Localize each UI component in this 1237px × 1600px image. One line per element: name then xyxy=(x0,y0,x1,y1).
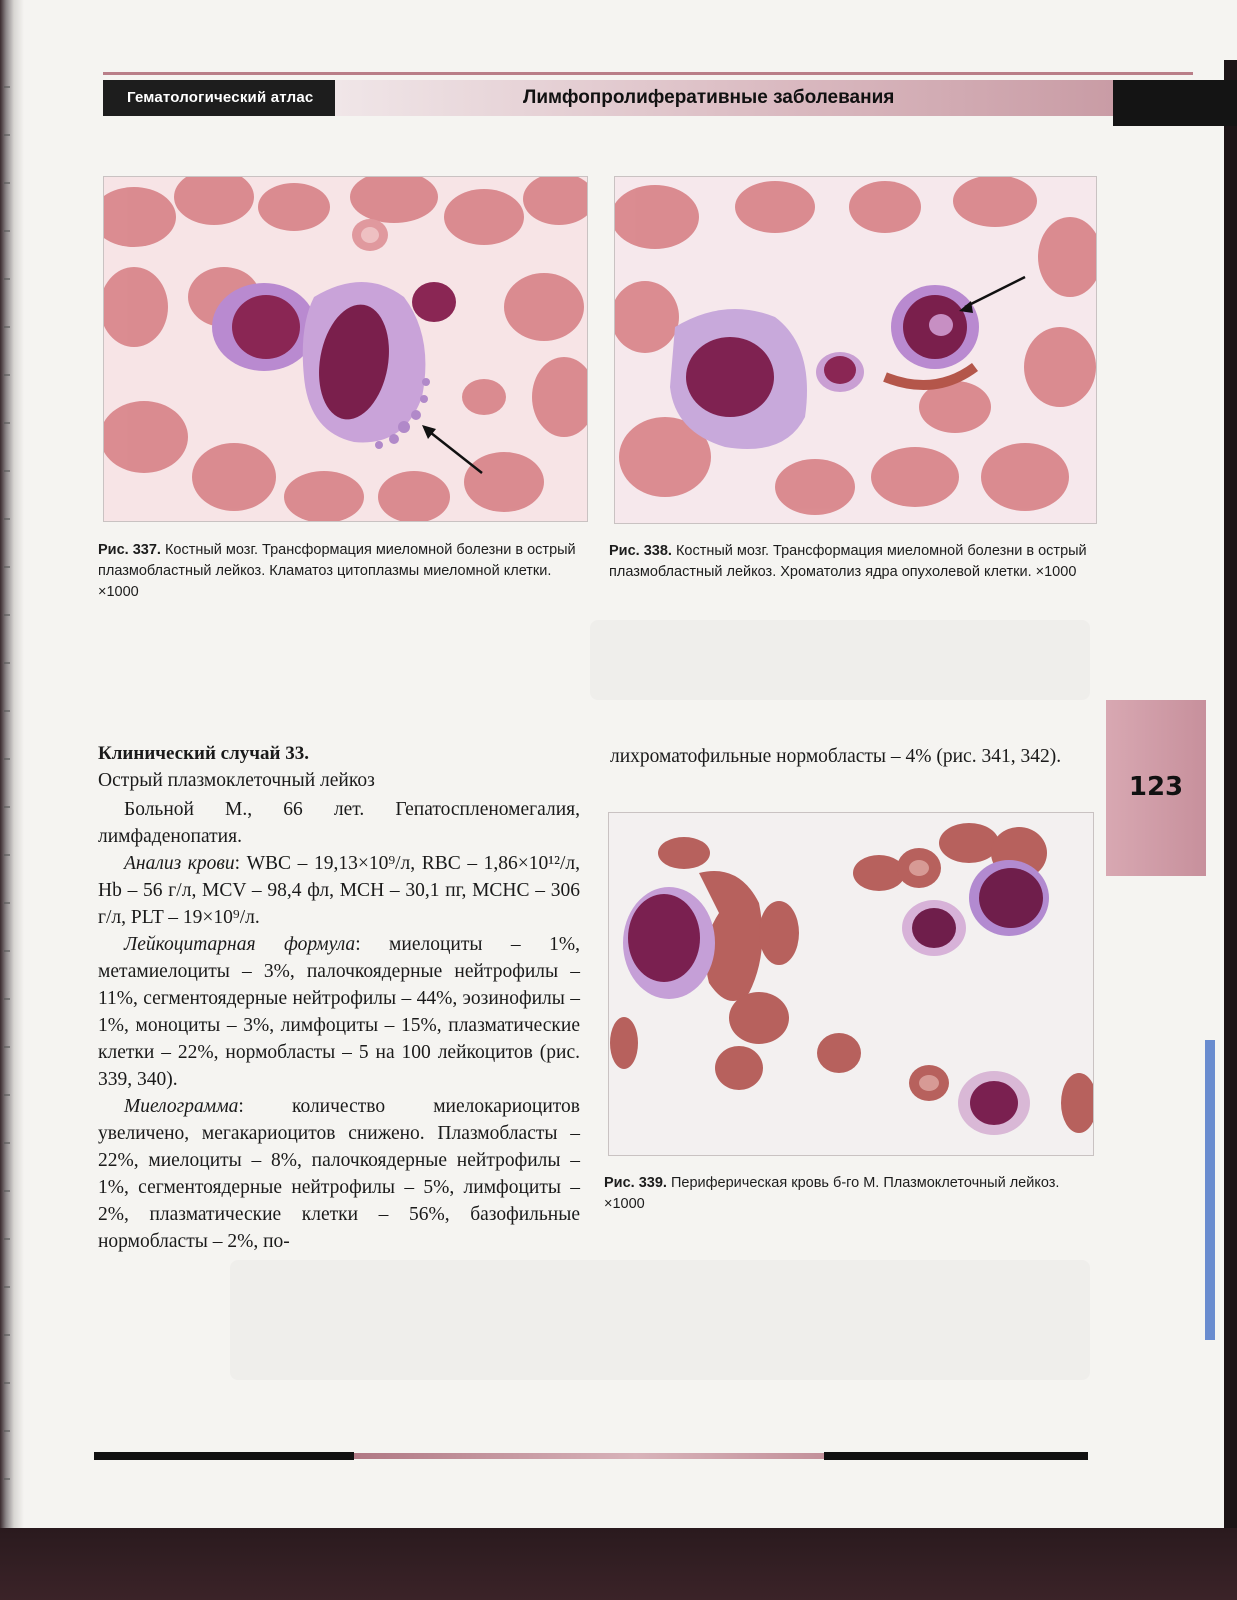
case-paragraph-patient xyxy=(98,796,580,850)
case-paragraph-formula xyxy=(98,931,580,1093)
figure-338-caption xyxy=(609,541,1097,583)
figure-339-micrograph xyxy=(608,812,1094,1156)
case-continuation: лихроматофильные нормобласты – 4% (рис. 341, 342). xyxy=(610,746,1062,767)
figure-337-micrograph xyxy=(103,176,588,522)
running-header xyxy=(103,76,1237,122)
chapter-title: Лимфопролиферативные заболевания xyxy=(523,87,895,108)
scan-bottom-edge xyxy=(0,1528,1237,1600)
figure-339-label: Рис. 339. xyxy=(604,1175,667,1191)
show-through-shadow xyxy=(590,620,1090,700)
next-page-edge xyxy=(1224,60,1237,1540)
edge-marker xyxy=(1205,1040,1215,1340)
footer-rule-right xyxy=(824,1452,1088,1460)
figure-337-label: Рис. 337. xyxy=(98,542,161,558)
page-number: 123 xyxy=(1128,772,1184,802)
figure-338-micrograph xyxy=(614,176,1097,524)
case-text-column xyxy=(98,740,580,1255)
figure-337-text: Костный мозг. Трансформация миеломной болезни в острый плазмобластный лейкоз. Кламатоз цитоплазмы миеломной клетки. ×1000 xyxy=(98,542,576,600)
case-paragraph-blood xyxy=(98,850,580,931)
footer-rule-left xyxy=(94,1452,354,1460)
footer-rule xyxy=(94,1452,1088,1460)
formula-values: : миелоциты – 1%, метамиелоциты – 3%, палочкоядерные нейтрофилы – 11%, сегментоядерные нейтрофилы – 44%, эозинофилы – 1%, моноциты – 3%, лимфоциты – 15%, плазматические клетки – 22%, нормобласты – 5 на 100 лейкоцитов (рис. 339, 340). xyxy=(98,934,580,1090)
micrograph-338 xyxy=(615,177,1096,523)
show-through-shadow xyxy=(230,1260,1090,1380)
header-end-block xyxy=(1113,80,1237,126)
figure-338-label: Рис. 338. xyxy=(609,543,672,559)
blood-label: Анализ крови xyxy=(124,853,235,874)
figure-339-text: Периферическая кровь б-го М. Плазмоклеточный лейкоз. ×1000 xyxy=(604,1175,1060,1212)
case-paragraph-myelogram xyxy=(98,1093,580,1255)
patient-text: Больной М., 66 лет. Гепатоспленомегалия, лимфаденопатия. xyxy=(98,799,580,847)
header-top-rule xyxy=(103,72,1193,75)
footer-rule-middle xyxy=(354,1453,824,1459)
blood-values: : WBC – 19,13×10⁹/л, RBC – 1,86×10¹²/л, Hb – 56 г/л, MCV – 98,4 фл, MCH – 30,1 пг, MCHC – 306 г/л, PLT – 19×10⁹/л. xyxy=(98,853,580,928)
case-subtitle: Острый плазмоклеточный лейкоз xyxy=(98,770,375,791)
figure-338-text: Костный мозг. Трансформация миеломной болезни в острый плазмобластный лейкоз. Хроматолиз ядра опухолевой клетки. ×1000 xyxy=(609,543,1087,580)
figure-339-caption xyxy=(604,1173,1092,1215)
micrograph-339 xyxy=(609,813,1093,1155)
binding-marks xyxy=(4,40,10,1520)
figure-337-caption xyxy=(98,540,586,603)
micrograph-337 xyxy=(104,177,587,521)
myelogram-values: : количество миелокариоцитов увеличено, мегакариоцитов снижено. Плазмобласты – 22%, миелоциты – 8%, палочкоядерные нейтрофилы – 1%, сегментоядерные нейтрофилы – 5%, лимфоциты – 2%, плазматические клетки – 56%, базофильные нормобласты – 2%, по- xyxy=(98,1096,580,1252)
myelogram-label: Миелограмма xyxy=(124,1096,239,1117)
case-title: Клинический случай 33. xyxy=(98,743,309,764)
formula-label: Лейкоцитарная формула xyxy=(124,934,356,955)
book-title: Гематологический атлас xyxy=(103,80,335,116)
